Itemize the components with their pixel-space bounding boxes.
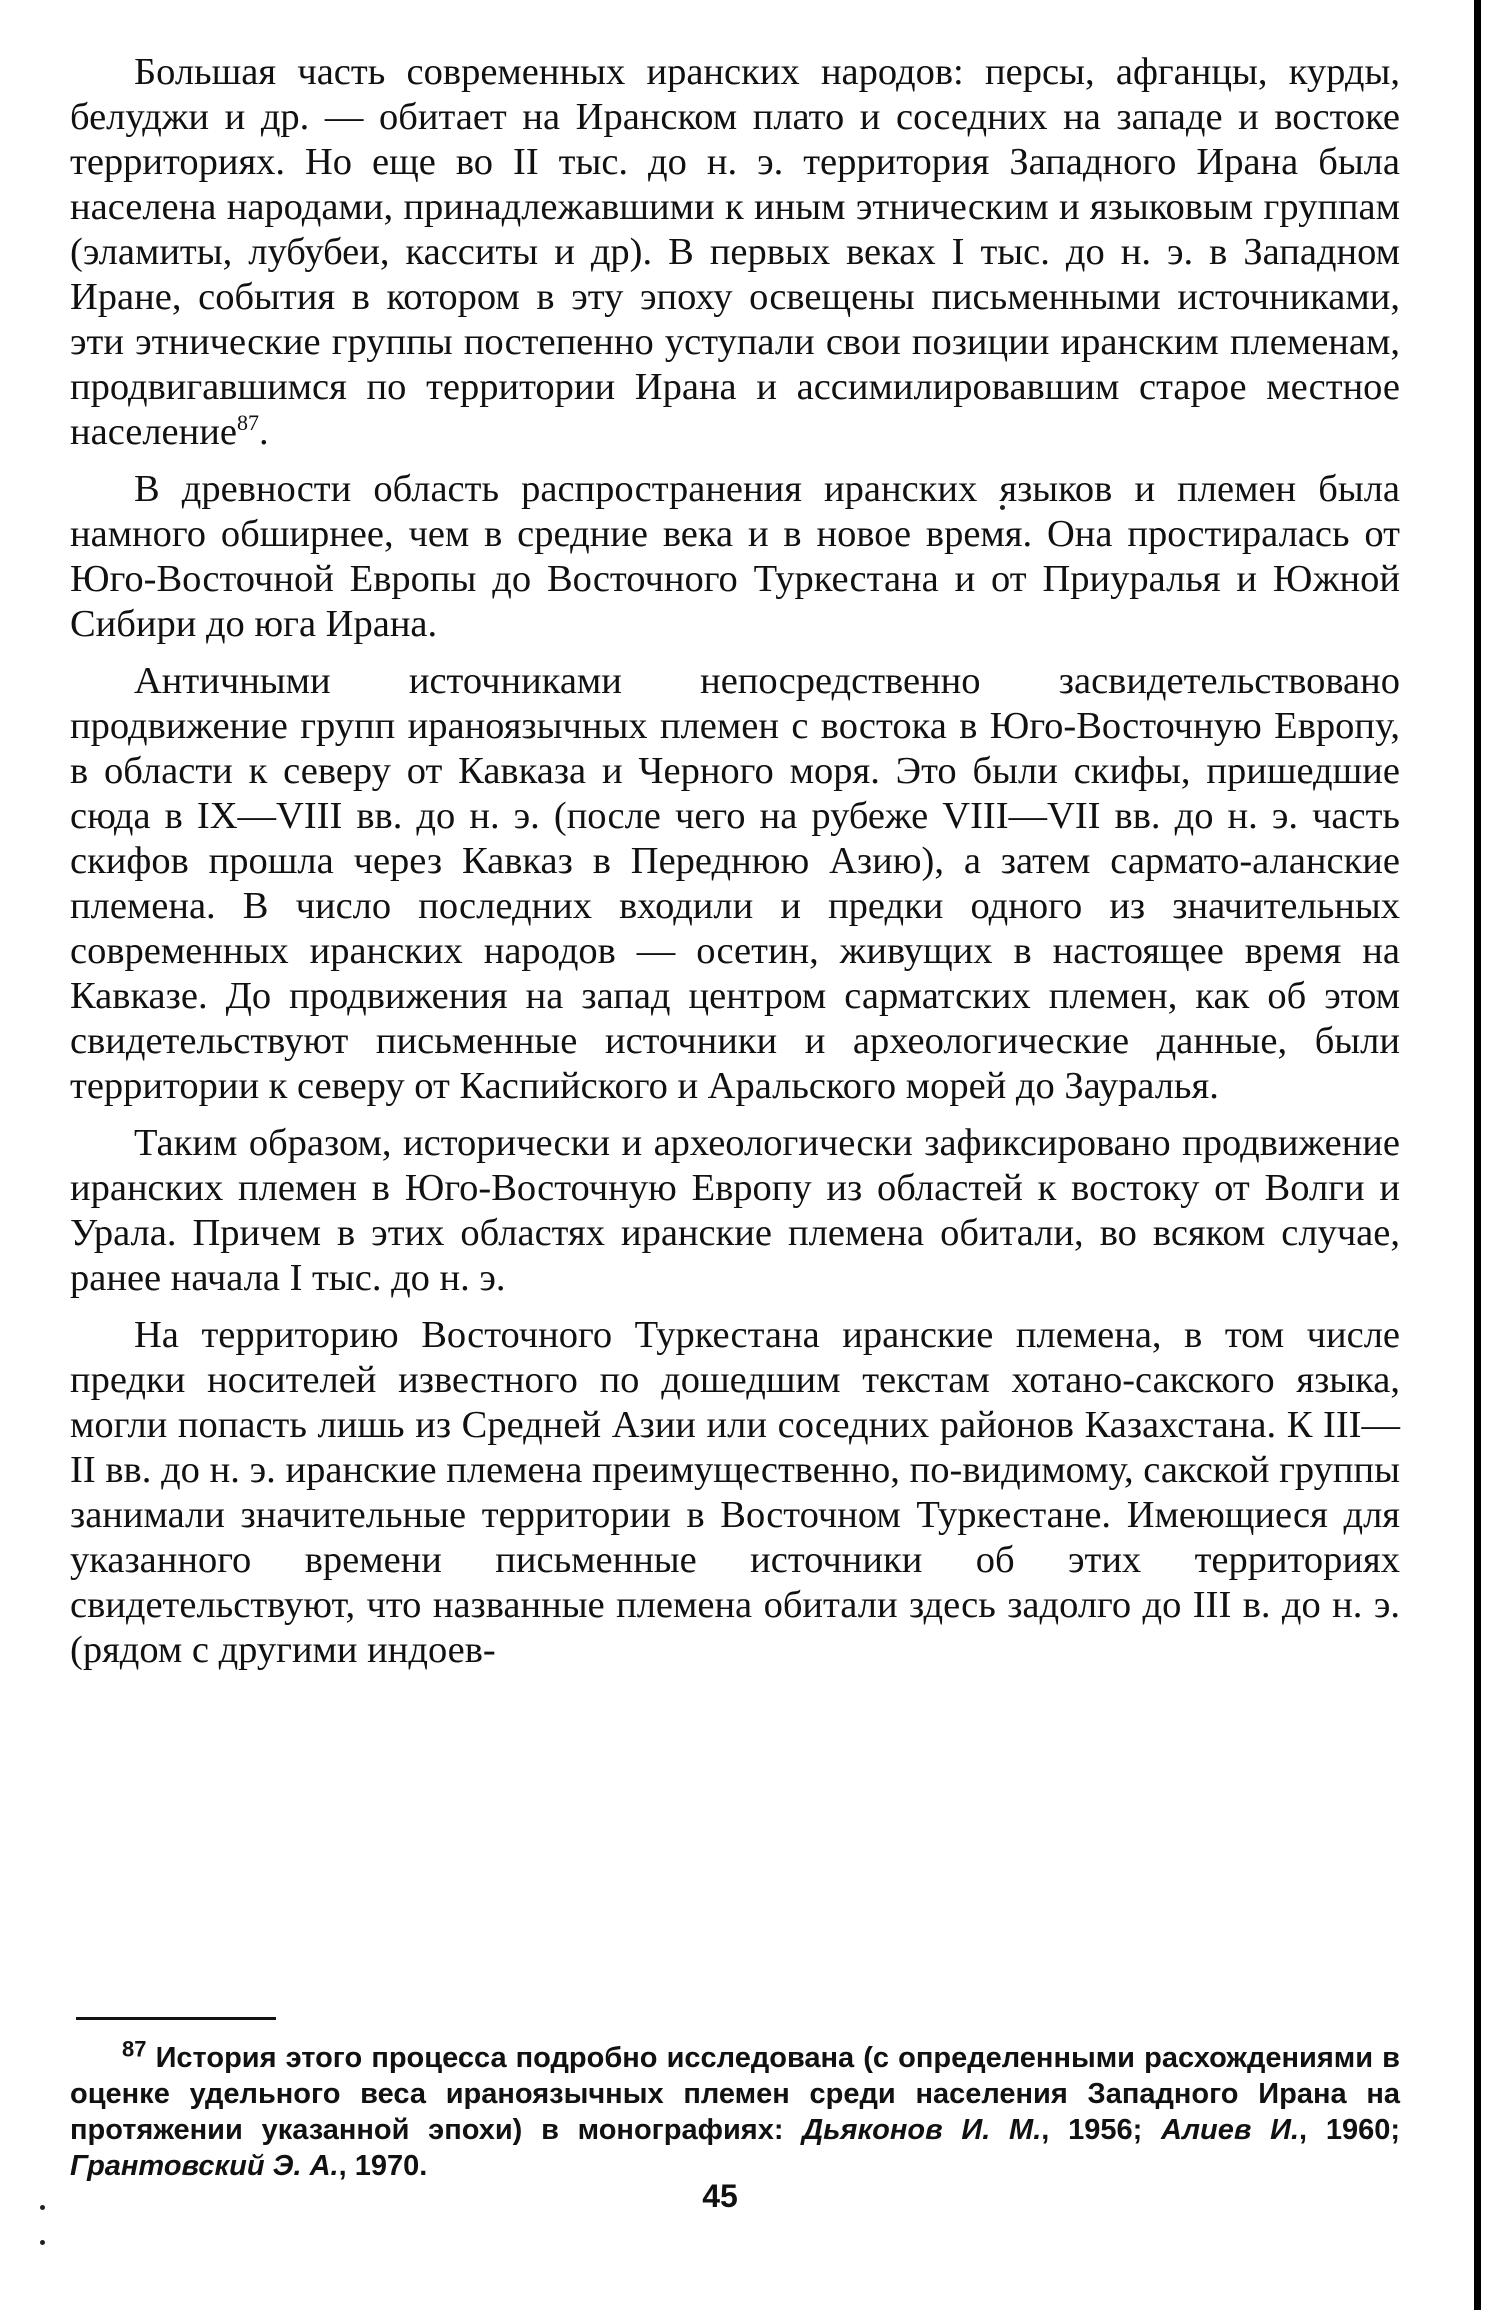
paragraph-4: Таким образом, исторически и археологически зафиксировано продвижение иранских племен в Юго-Восточную Европу из областей к востоку от Волги и Урала. Причем в этих областях иранские племена обитали, во всяком случае, ранее начала I тыс. до н. э. (70, 1122, 1400, 1299)
footnote-author: Алиев И. (1161, 2114, 1300, 2146)
paragraph-1 (70, 50, 1400, 455)
footnote-divider (76, 2017, 276, 2020)
footnote-year: , 1970. (338, 2150, 428, 2182)
footnote-year: , 1960; (1299, 2114, 1400, 2146)
page-number: 45 (702, 2178, 738, 2214)
footnote-author: Дьяконов И. М. (802, 2114, 1042, 2146)
paragraph-5: На территорию Восточного Туркестана иранские племена, в том числе предки носителей известного по дошедшим текстам хотано-сакского языка, могли попасть лишь из Средней Азии или соседних районов Казахстана. К III—II вв. до н. э. иранские племена преимущественно, по-видимому, сакской группы занимали значительные территории в Восточном Туркестане. Имеющиеся для указанного времени письменные источники об этих территориях свидетельствуют, что названные племена обитали здесь задолго до III в. до н. э. (рядом с другими индоев- (70, 1314, 1400, 1671)
paragraph-1-end: . (258, 411, 269, 453)
scan-edge-line (1474, 0, 1481, 2310)
footnote-text: История этого процесса подробно исследована (с определенными расхождениями в оценке удельного веса ираноязычных племен среди населения Западного Ирана на протяжении указанной эпохи) в монографиях: (70, 2042, 1400, 2146)
paragraph-3: Античными источниками непосредственно засвидетельствовано продвижение групп ираноязычных племен с востока в Юго-Восточную Европу, в области к северу от Кавказа и Черного моря. Это были скифы, пришедшие сюда в IX—VIII вв. до н. э. (после чего на рубеже VIII—VII вв. до н. э. часть скифов прошла через Кавказ в Переднюю Азию), а затем сармато-аланские племена. В число последних входили и предки одного из значительных современных иранских народов — осетин, живущих в настоящее время на Кавказе. До продвижения на запад центром сарматских племен, как об этом свидетельствуют письменные источники и археологические данные, были территории к северу от Каспийского и Аральского морей до Зауралья. (70, 660, 1400, 1107)
footnote-author: Грантовский Э. А. (70, 2150, 339, 2182)
scan-speck (40, 2240, 45, 2245)
footnote-reference[interactable]: 87 (236, 410, 259, 436)
footnote (70, 2036, 1400, 2184)
paragraph-2: В древности область распространения иранских языков и племен была намного обширнее, чем в средние века и в новое время. Она простиралась от Юго-Восточной Европы до Восточного Туркестана и от Приуралья и Южной Сибири до юга Ирана. (70, 468, 1400, 645)
paragraph-1-text: Большая часть современных иранских народов: персы, афганцы, курды, белуджи и др. — обитает на Иранском плато и соседних на западе и востоке территориях. Но еще во II тыс. до н. э. территория Западного Ирана была населена народами, принадлежавшими к иным этническим и языковым группам (эламиты, лубубеи, касситы и др). В первых веках I тыс. до н. э. в Западном Иране, события в котором в эту эпоху освещены письменными источниками, эти этнические группы постепенно уступали свои позиции иранским племенам, продвигавшимся по территории Ирана и ассимилировавшим старое местное население (70, 51, 1400, 453)
footnote-year: , 1956; (1041, 2114, 1161, 2146)
page-body (70, 50, 1400, 1685)
footnote-number: 87 (122, 2036, 147, 2062)
